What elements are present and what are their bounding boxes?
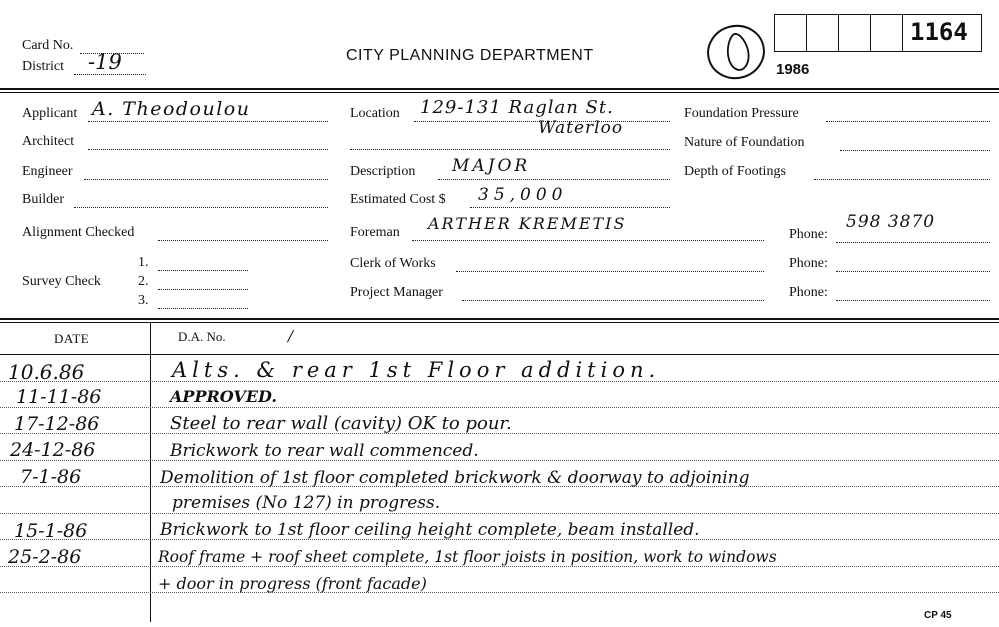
- estimated-cost-line: [470, 207, 670, 208]
- da-no-label: D.A. No.: [178, 329, 226, 344]
- estimated-cost-value: 35,000: [478, 185, 568, 205]
- clerk-phone-line: [836, 271, 990, 272]
- foreman-phone-line: [836, 242, 990, 243]
- survey-line-2: [158, 289, 248, 290]
- file-number: 1164: [910, 18, 968, 46]
- applicant-line: [88, 121, 328, 122]
- pm-phone-line: [836, 300, 990, 301]
- alignment-label: Alignment Checked: [22, 225, 135, 240]
- location-line-2: [350, 149, 670, 150]
- description-label: Description: [350, 164, 416, 179]
- survey-line-1: [158, 270, 248, 271]
- description-line: [438, 179, 670, 180]
- log-line-6: [0, 513, 999, 514]
- project-manager-line: [462, 300, 764, 301]
- depth-of-footings-label: Depth of Footings: [684, 164, 786, 179]
- nature-of-foundation-line: [840, 150, 990, 151]
- header-rule-top: [0, 88, 999, 90]
- file-number-cell-4: [870, 14, 903, 52]
- location-value-1: 129-131 Raglan St.: [420, 97, 614, 118]
- file-number-cell-1: [774, 14, 807, 52]
- card-no-label: Card No.: [22, 38, 74, 53]
- file-number-cell-2: [806, 14, 839, 52]
- alignment-line: [158, 240, 328, 241]
- builder-label: Builder: [22, 192, 64, 207]
- header-rule-bottom: [0, 92, 999, 93]
- log-date: 11-11-86: [16, 386, 102, 408]
- log-date: 25-2-86: [8, 546, 82, 568]
- log-rule-top: [0, 318, 999, 320]
- log-line-8: [0, 566, 999, 567]
- log-line-9: [0, 592, 999, 593]
- da-no-value: /: [288, 327, 294, 345]
- foreman-phone-label: Phone:: [789, 227, 828, 242]
- foreman-phone-value: 598 3870: [846, 212, 936, 232]
- clerk-phone-label: Phone:: [789, 256, 828, 271]
- log-line-4: [0, 460, 999, 461]
- pm-phone-label: Phone:: [789, 285, 828, 300]
- log-text: Brickwork to rear wall commenced.: [170, 441, 479, 461]
- log-date: 7-1-86: [20, 466, 82, 488]
- log-date: 24-12-86: [10, 439, 96, 461]
- page-title: CITY PLANNING DEPARTMENT: [346, 47, 594, 64]
- clerk-of-works-label: Clerk of Works: [350, 256, 436, 271]
- log-text: Alts. & rear 1st Floor addition.: [172, 358, 661, 382]
- survey-item-1: 1.: [138, 255, 149, 270]
- survey-label: Survey Check: [22, 274, 101, 289]
- file-number-cell-3: [838, 14, 871, 52]
- engineer-line: [84, 179, 328, 180]
- nature-of-foundation-label: Nature of Foundation: [684, 135, 805, 150]
- form-code: CP 45: [924, 610, 952, 621]
- survey-line-3: [158, 308, 248, 309]
- log-date: 15-1-86: [14, 520, 88, 542]
- log-date: 17-12-86: [14, 413, 100, 435]
- log-text: Demolition of 1st floor completed brickwork & doorway to adjoining: [160, 468, 750, 488]
- builder-line: [74, 207, 328, 208]
- district-label: District: [22, 59, 64, 74]
- project-manager-label: Project Manager: [350, 285, 443, 300]
- foreman-line: [412, 240, 764, 241]
- survey-item-2: 2.: [138, 274, 149, 289]
- district-line: [74, 74, 146, 75]
- foundation-pressure-label: Foundation Pressure: [684, 106, 799, 121]
- log-text: APPROVED.: [170, 387, 277, 406]
- district-value: -19: [88, 50, 122, 74]
- foreman-label: Foreman: [350, 225, 400, 240]
- engineer-label: Engineer: [22, 164, 73, 179]
- year-label: 1986: [776, 61, 810, 78]
- location-label: Location: [350, 106, 400, 121]
- log-text: premises (No 127) in progress.: [172, 493, 441, 513]
- architect-line: [88, 149, 328, 150]
- log-date: 10.6.86: [8, 360, 85, 384]
- applicant-value: A. Theodoulou: [92, 98, 251, 120]
- circled-zero-mark: [702, 20, 772, 82]
- description-value: MAJOR: [452, 156, 531, 176]
- foundation-pressure-line: [826, 121, 990, 122]
- depth-of-footings-line: [814, 179, 990, 180]
- survey-item-3: 3.: [138, 293, 149, 308]
- log-text: Brickwork to 1st floor ceiling height complete, beam installed.: [160, 520, 700, 540]
- foreman-value: ARTHER KREMETIS: [428, 214, 627, 233]
- clerk-of-works-line: [456, 271, 764, 272]
- log-text: Steel to rear wall (cavity) OK to pour.: [170, 413, 512, 434]
- log-text: Roof frame + roof sheet complete, 1st floor joists in position, work to windows: [158, 548, 777, 566]
- log-date-divider: [150, 322, 151, 622]
- log-line-2: [0, 407, 999, 408]
- applicant-label: Applicant: [22, 106, 78, 121]
- date-column-header: DATE: [54, 331, 90, 346]
- log-text: + door in progress (front facade): [158, 574, 427, 593]
- location-value-2: Waterloo: [538, 118, 624, 138]
- architect-label: Architect: [22, 134, 75, 149]
- estimated-cost-label: Estimated Cost $: [350, 192, 446, 207]
